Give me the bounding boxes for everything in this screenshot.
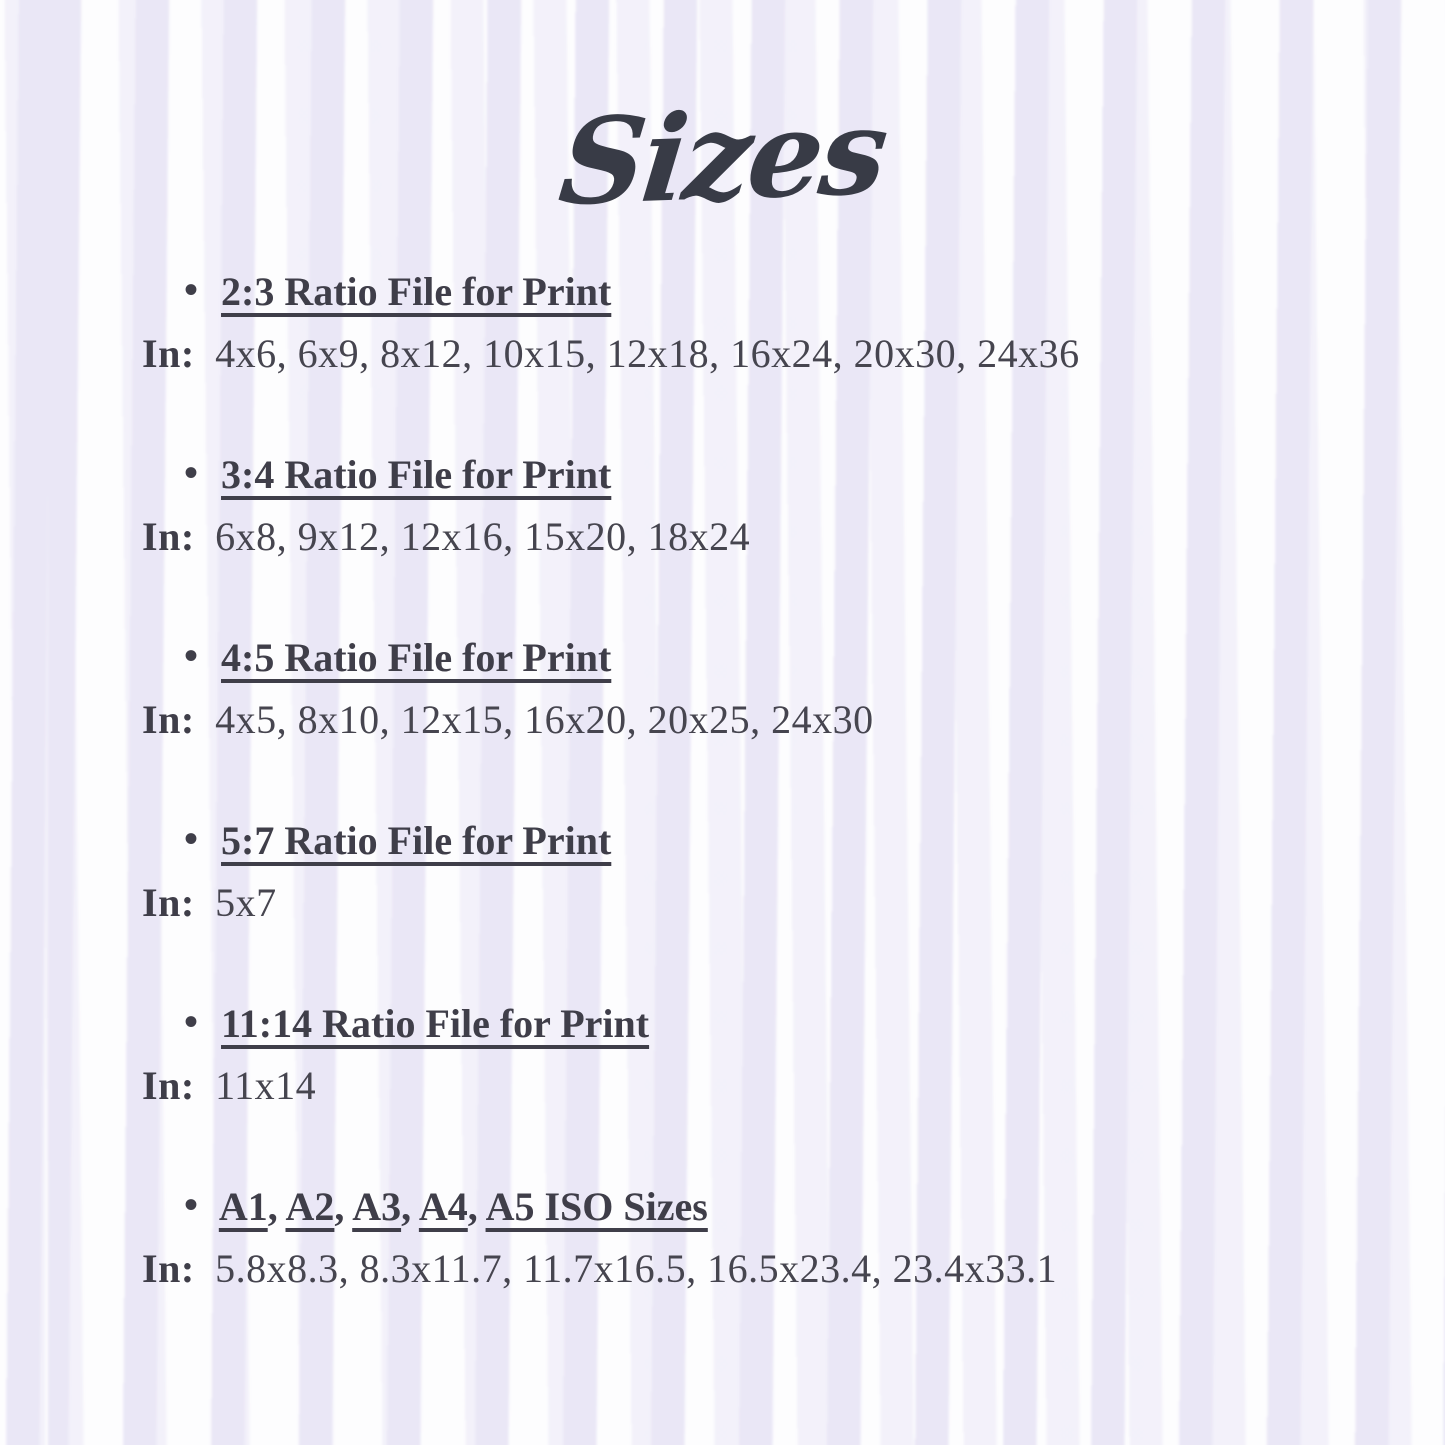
unit-label: In: — [142, 1246, 195, 1291]
bullet-icon: • — [184, 1182, 199, 1227]
size-section-iso — [142, 1181, 1395, 1295]
section-sizes-line — [142, 1243, 1395, 1295]
bullet-icon: • — [184, 450, 199, 495]
section-heading-line — [142, 998, 1395, 1050]
unit-label: In: — [142, 331, 195, 376]
size-section-2-3 — [142, 266, 1395, 380]
section-heading-line — [142, 815, 1395, 867]
size-section-5-7 — [142, 815, 1395, 929]
bullet-icon: • — [184, 816, 199, 861]
section-heading: A1, A2, A3, A4, A5 ISO Sizes — [218, 1184, 708, 1229]
section-heading: 11:14 Ratio File for Print — [221, 1001, 650, 1046]
size-values: 4x6, 6x9, 8x12, 10x15, 12x18, 16x24, 20x30, 24x36 — [215, 331, 1080, 376]
unit-label: In: — [142, 514, 195, 559]
section-heading-line — [142, 449, 1395, 501]
section-sizes-line — [142, 1060, 1395, 1112]
size-section-11-14 — [142, 998, 1395, 1112]
section-heading: 3:4 Ratio File for Print — [221, 452, 612, 497]
section-sizes-line — [142, 694, 1395, 746]
section-heading-line — [142, 1181, 1395, 1233]
bullet-icon: • — [184, 633, 199, 678]
unit-label: In: — [142, 880, 195, 925]
section-heading: 2:3 Ratio File for Print — [221, 269, 612, 314]
size-values: 5.8x8.3, 8.3x11.7, 11.7x16.5, 16.5x23.4, 23.4x33.1 — [215, 1246, 1058, 1291]
size-sections — [142, 266, 1395, 1364]
section-sizes-line — [142, 877, 1395, 929]
section-heading: 5:7 Ratio File for Print — [221, 818, 612, 863]
page-title: Sizes — [553, 81, 892, 232]
size-values: 5x7 — [215, 880, 277, 925]
bullet-icon: • — [184, 267, 199, 312]
section-sizes-line — [142, 511, 1395, 563]
size-values: 4x5, 8x10, 12x15, 16x20, 20x25, 24x30 — [215, 697, 874, 742]
bullet-icon: • — [184, 999, 199, 1044]
section-heading: 4:5 Ratio File for Print — [221, 635, 612, 680]
size-values: 11x14 — [215, 1063, 317, 1108]
unit-label: In: — [142, 1063, 195, 1108]
unit-label: In: — [142, 697, 195, 742]
size-section-3-4 — [142, 449, 1395, 563]
section-heading-line — [142, 632, 1395, 684]
section-sizes-line — [142, 328, 1395, 380]
section-heading-line — [142, 266, 1395, 318]
size-values: 6x8, 9x12, 12x16, 15x20, 18x24 — [215, 514, 751, 559]
size-section-4-5 — [142, 632, 1395, 746]
